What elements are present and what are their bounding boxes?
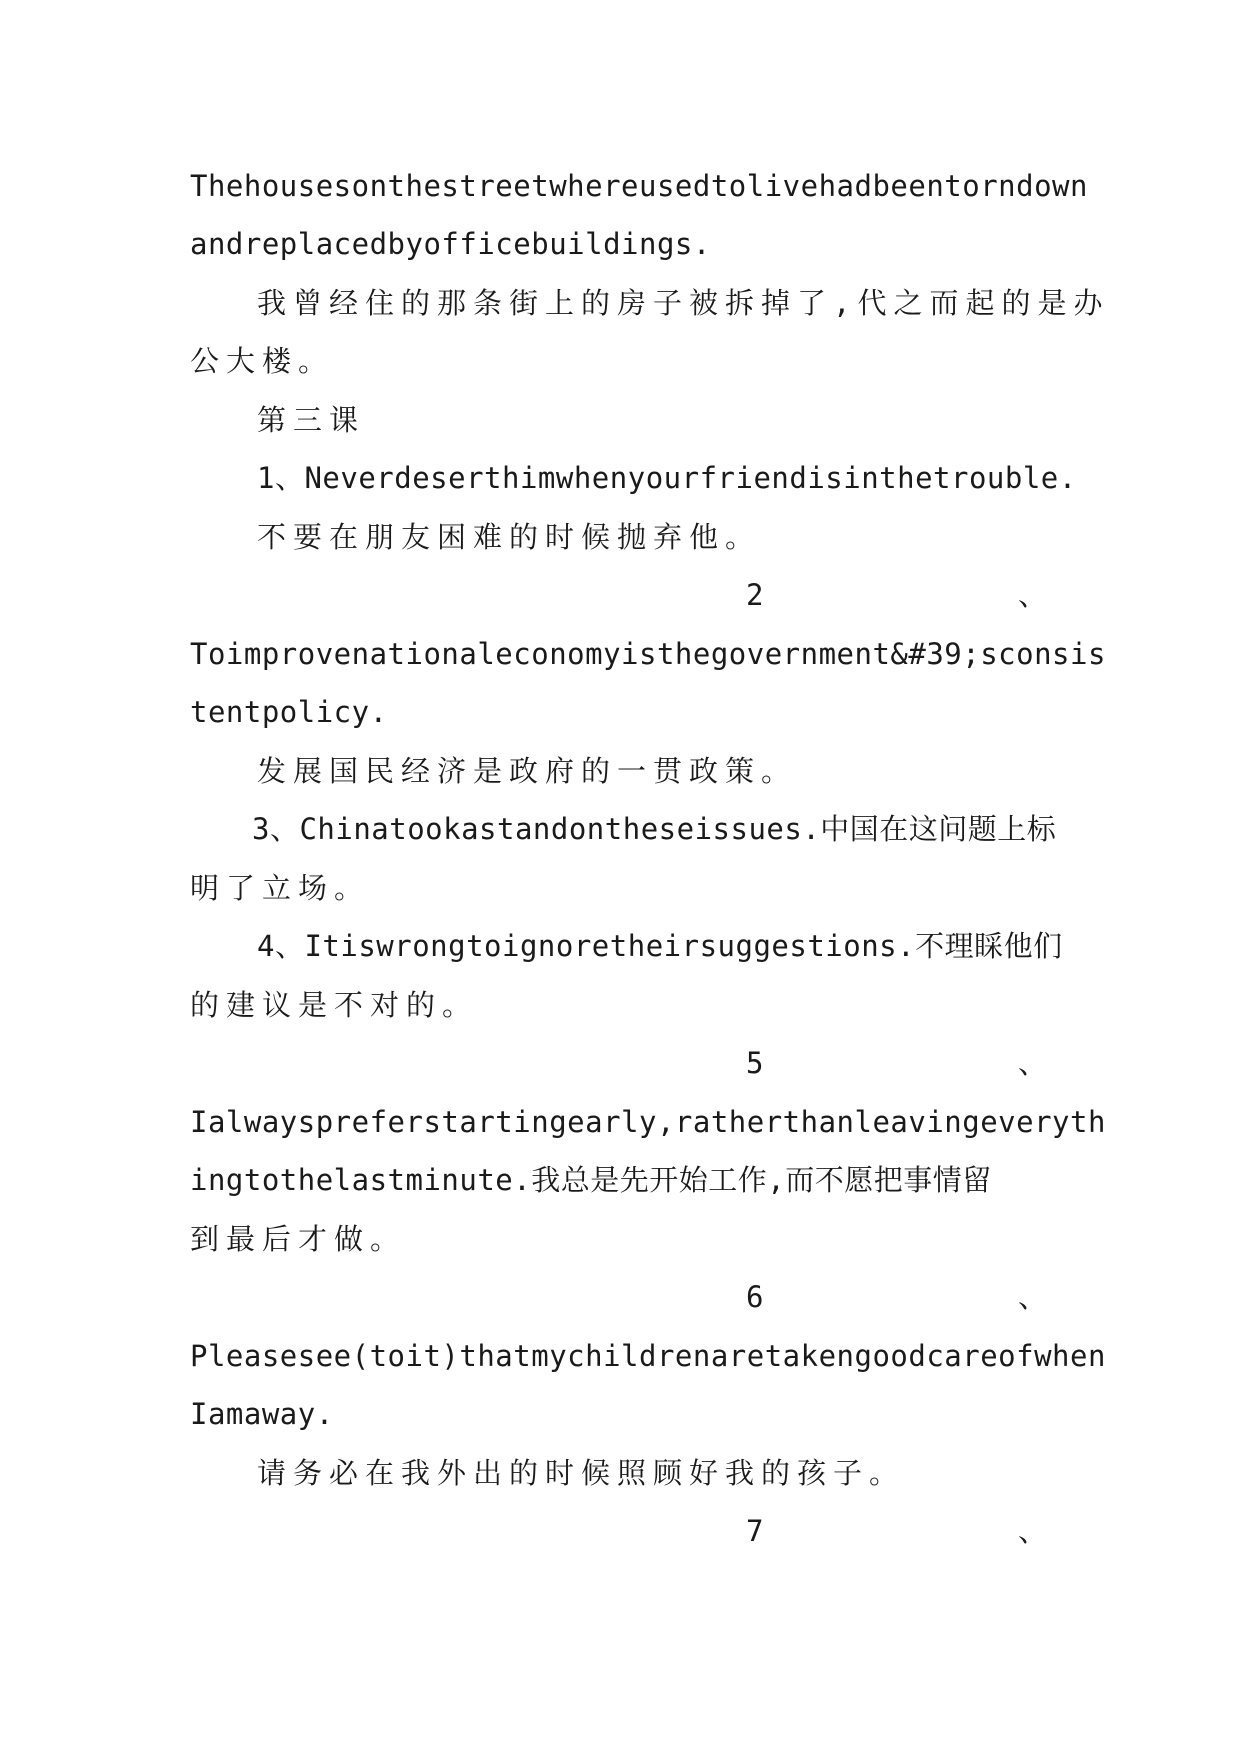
text-line: tentpolicy.	[190, 695, 388, 729]
text-line: 我曾经住的那条街上的房子被拆掉了,代之而起的是办	[257, 286, 1110, 320]
text-line: 请务必在我外出的时候照顾好我的孩子。	[257, 1456, 906, 1490]
text-line: 3、Chinatookastandontheseissues.中国在这问题上标	[252, 812, 1057, 846]
item-separator: 、	[1018, 1046, 1048, 1080]
item-separator: 、	[1018, 578, 1048, 612]
item-separator: 、	[1018, 1280, 1048, 1314]
item-separator: 、	[1018, 1514, 1048, 1548]
text-line: Iamaway.	[190, 1397, 334, 1431]
text-line: 发展国民经济是政府的一贯政策。	[257, 754, 798, 788]
item-number: 7	[746, 1514, 764, 1548]
item-number: 5	[746, 1046, 764, 1080]
text-line: Pleasesee(toit)thatmychildrenaretakengoodcareofwhen	[190, 1339, 1106, 1373]
text-line: 的建议是不对的。	[190, 988, 479, 1022]
item-number: 6	[746, 1280, 764, 1314]
text-line: Ialwayspreferstartingearly,ratherthanleavingeveryth	[190, 1105, 1106, 1139]
text-line: andreplacedbyofficebuildings.	[190, 227, 711, 261]
lesson-heading: 第三课	[257, 403, 366, 437]
text-line: Toimprovenationaleconomyisthegovernment&#39;sconsis	[190, 637, 1106, 671]
text-line: 到最后才做。	[190, 1222, 407, 1256]
text-line: 公大楼。	[190, 344, 335, 378]
text-line: 不要在朋友困难的时候抛弃他。	[257, 520, 762, 554]
text-line: Thehousesonthestreetwhereusedtolivehadbeentorndown	[190, 169, 1088, 203]
text-line: 4、Itiswrongtoignoretheirsuggestions.不理睬他们	[257, 929, 1063, 963]
item-number: 2	[746, 578, 764, 612]
text-line: 明了立场。	[190, 871, 371, 905]
text-line: ingtothelastminute.我总是先开始工作,而不愿把事情留	[190, 1163, 992, 1197]
text-line: 1、Neverdeserthimwhenyourfriendisinthetrouble.	[257, 461, 1077, 495]
